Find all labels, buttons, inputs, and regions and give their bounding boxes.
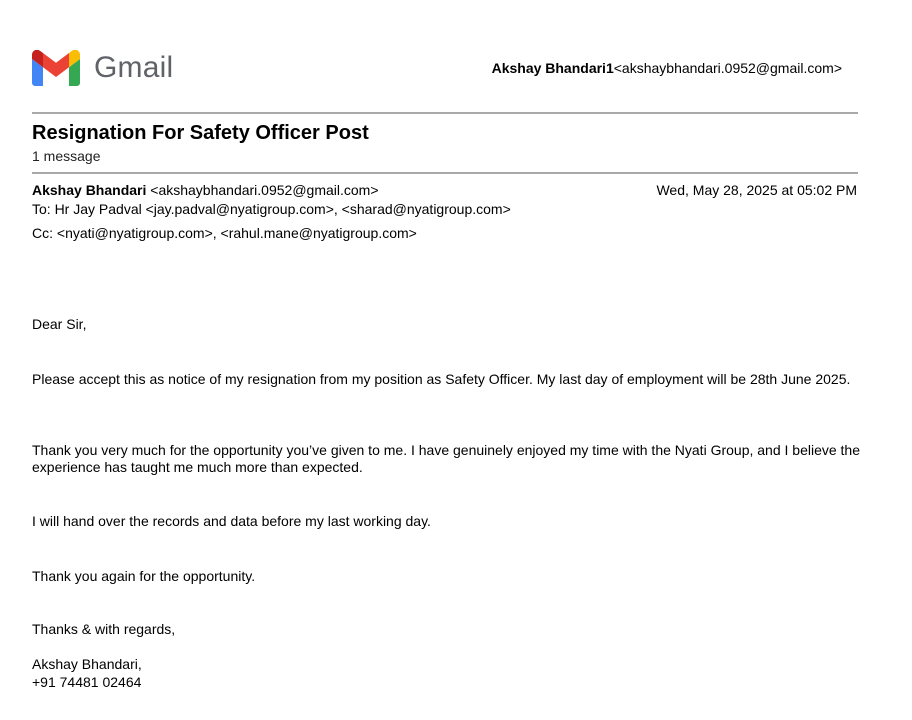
gmail-header [32,48,858,88]
gmail-m-logo-icon [32,50,80,86]
to-line: To: Hr Jay Padval <jay.padval@nyatigroup.com>, <sharad@nyatigroup.com> [32,201,511,217]
body-closing: Thanks & with regards, [32,621,176,637]
account-name: Akshay Bhandari1 [491,60,614,76]
body-paragraph-thanks-again: Thank you again for the opportunity. [32,568,256,584]
account-info [492,60,842,76]
gmail-logo [32,48,173,88]
subject-divider [32,172,858,174]
body-greeting: Dear Sir, [32,316,87,332]
header-divider [32,112,858,114]
from-line [32,182,379,198]
body-paragraph-handover: I will hand over the records and data before my last working day. [32,513,431,529]
signature-phone: +91 74481 02464 [32,674,142,690]
thread-subject: Resignation For Safety Officer Post [32,122,369,144]
account-email: <akshaybhandari.0952@gmail.com> [613,60,842,76]
cc-line: Cc: <nyati@nyatigroup.com>, <rahul.mane@nyatigroup.com> [32,225,417,241]
body-paragraph-thanks: Thank you very much for the opportunity you’ve given to me. I have genuinely enjoyed my time with the Nyati Group, and I believe the experience has taught me much more than expected. [32,442,861,475]
sender-email: <akshaybhandari.0952@gmail.com> [150,182,379,198]
message-date: Wed, May 28, 2025 at 05:02 PM [656,182,857,198]
signature-name: Akshay Bhandari, [32,656,142,672]
message-count: 1 message [32,148,101,164]
body-paragraph-notice: Please accept this as notice of my resignation from my position as Safety Officer. My last day of employment will be 28th June 2025. [32,371,851,387]
gmail-wordmark: Gmail [94,51,174,84]
sender-name: Akshay Bhandari [32,182,147,198]
